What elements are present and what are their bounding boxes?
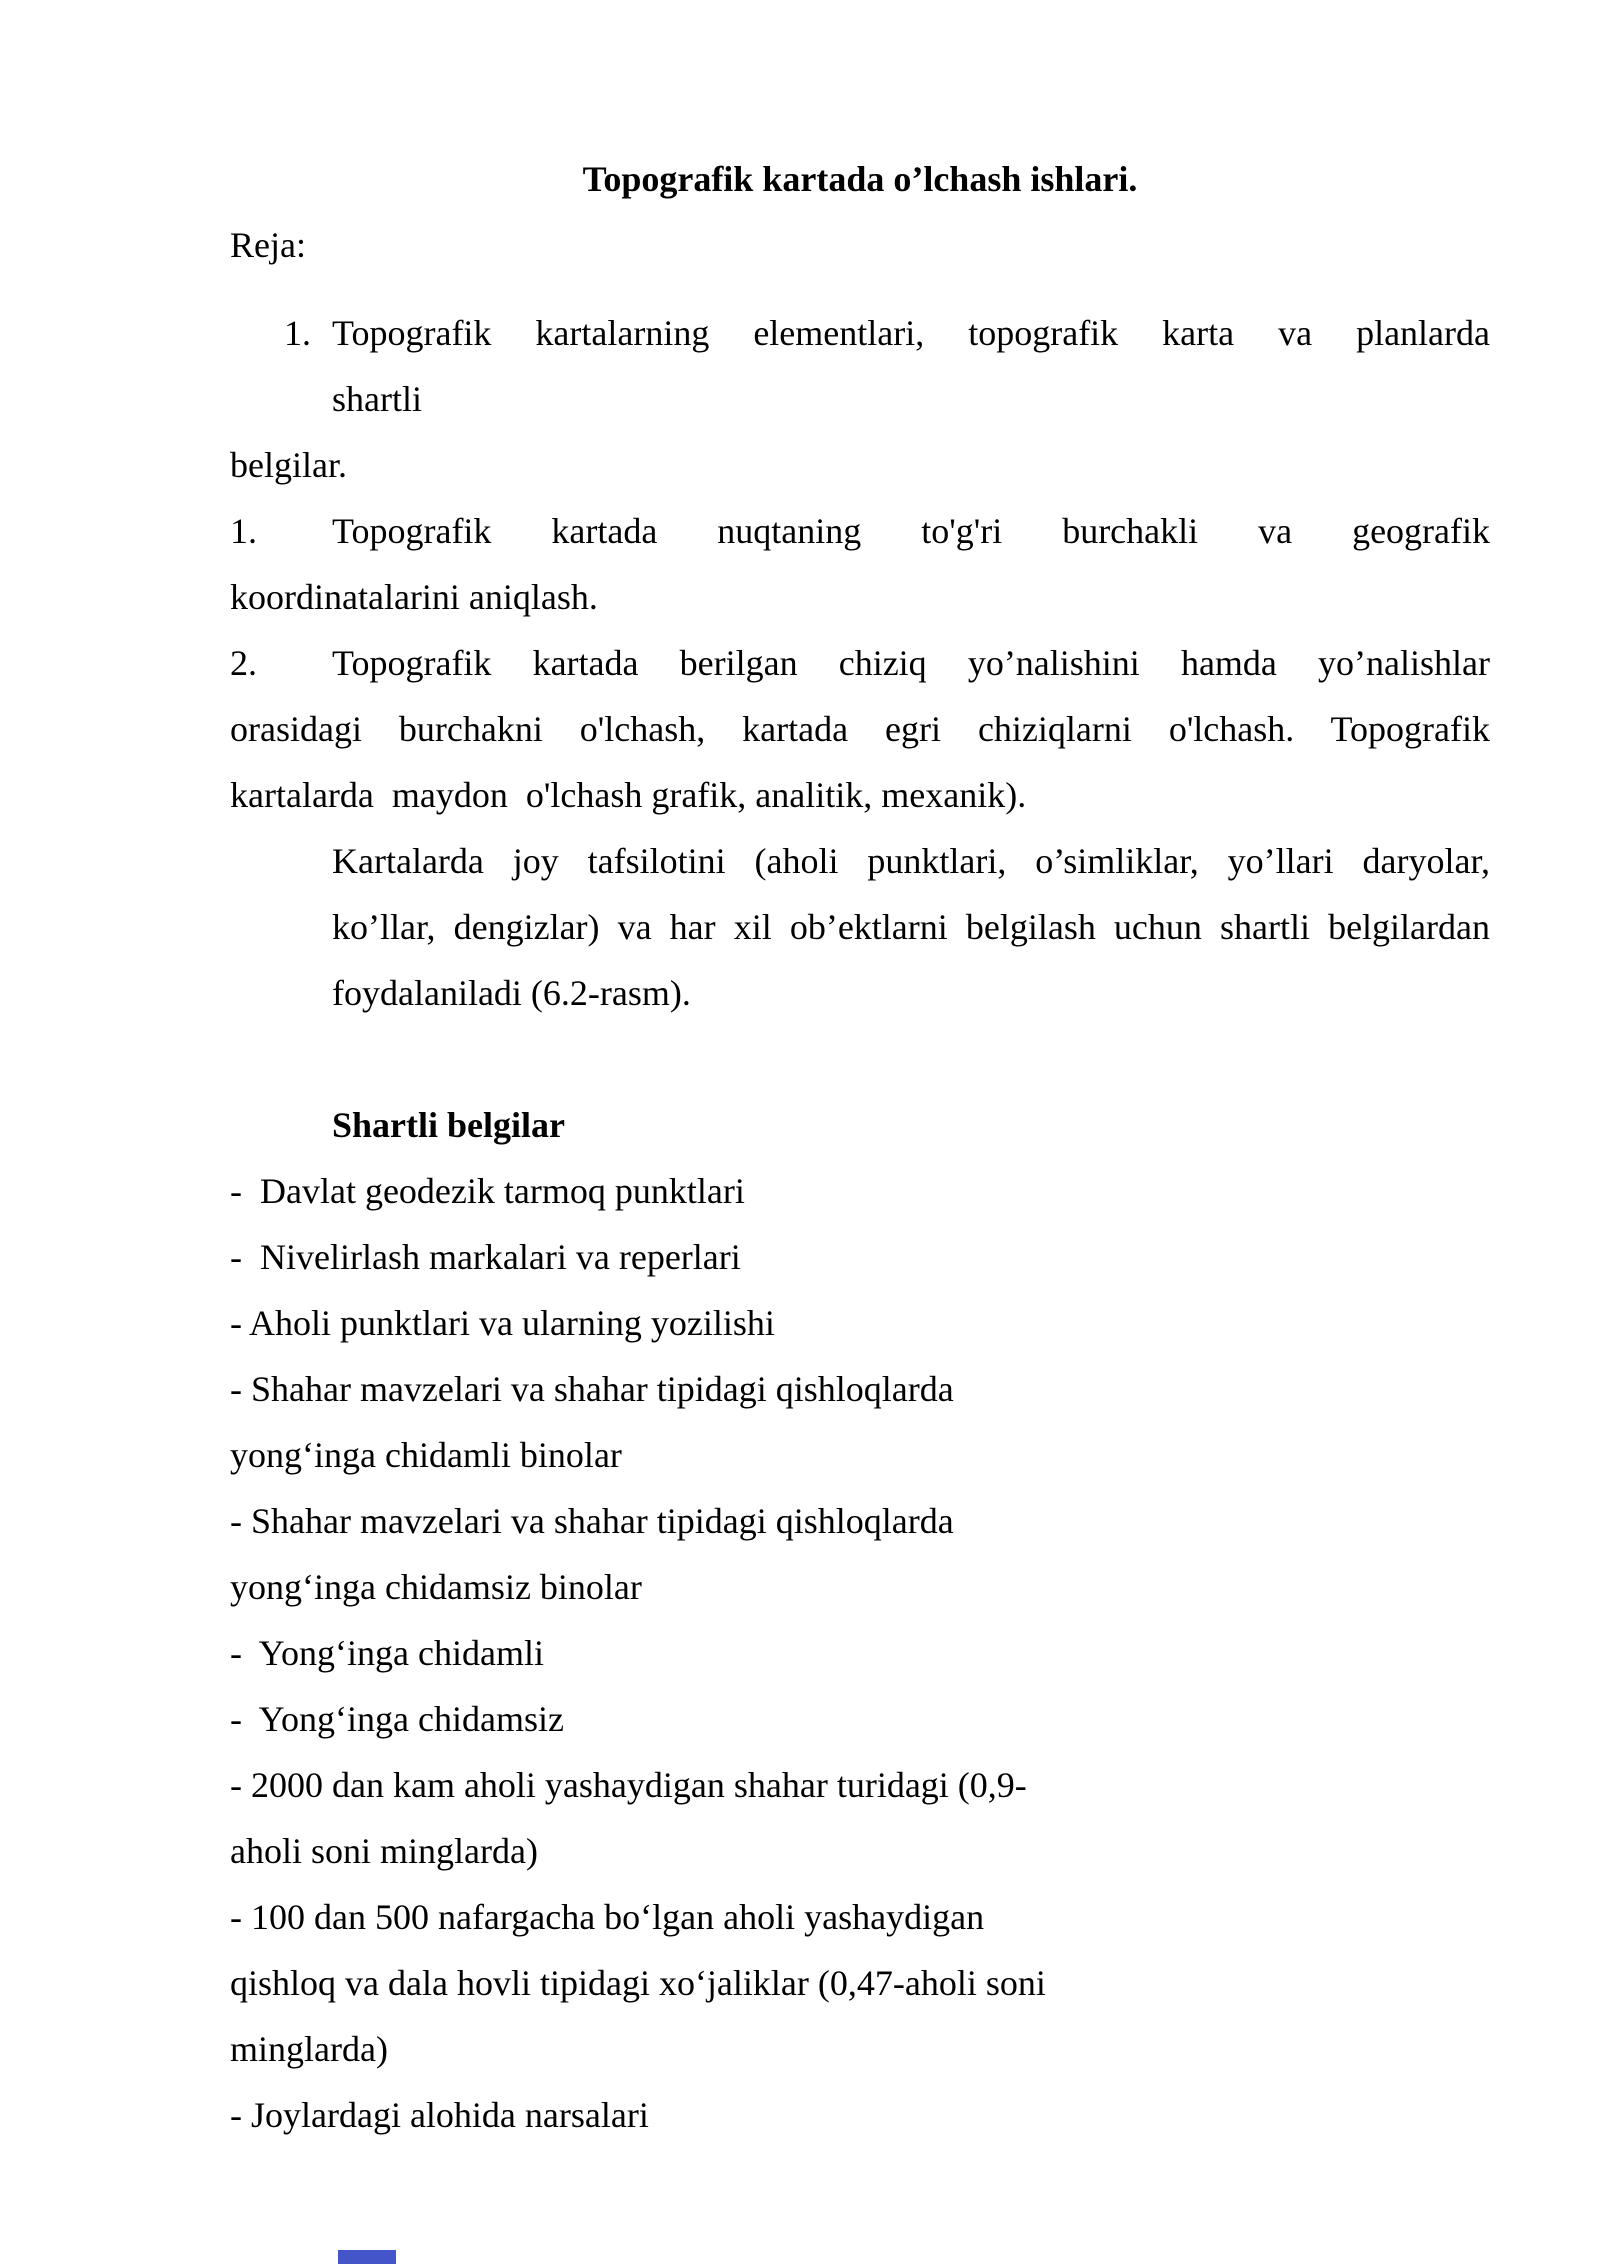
legend-line-chidamsiz-binolar: yong‘inga chidamsiz binolar	[230, 1567, 642, 1607]
list-item-1-line-3: belgilar.	[230, 445, 347, 485]
legend-line-qishloq-dala-hovli: qishloq va dala hovli tipidagi xo‘jaliklar (0,47-aholi soni	[230, 1963, 1046, 2003]
section-heading: Shartli belgilar	[332, 1105, 565, 1145]
legend-line-shahar-mavzelari-2: - Shahar mavzelari va shahar tipidagi qishloqlarda	[230, 1501, 954, 1541]
paragraph-3-line-1: Kartalarda joy tafsilotini (aholi punktlari, o’simliklar, yo’llari daryolar,	[332, 841, 1490, 881]
legend-line-2000-dan-kam: - 2000 dan kam aholi yashaydigan shahar turidagi (0,9-	[230, 1765, 1027, 1805]
paragraph-2-line-1: Topografik kartada berilgan chiziq yo’nalishini hamda yo’nalishlar	[332, 643, 1490, 683]
paragraph-1	[230, 498, 1490, 564]
paragraph-2-line-3: kartalarda maydon o'lchash grafik, analitik, mexanik).	[230, 775, 1027, 815]
legend-line-yonginga-chidamli: - Yong‘inga chidamli	[230, 1633, 544, 1673]
paragraph-1-line-2: koordinatalarini aniqlash.	[230, 577, 598, 617]
list-item-1-number: 1.	[284, 313, 311, 353]
legend-line-nivelirlash: - Nivelirlash markalari va reperlari	[230, 1237, 741, 1277]
legend-line-minglarda: minglarda)	[230, 2029, 388, 2069]
paragraph-1-number: 1.	[230, 511, 257, 551]
numbered-list-item-1	[284, 300, 1490, 366]
legend-line-shahar-mavzelari-1: - Shahar mavzelari va shahar tipidagi qishloqlarda	[230, 1369, 954, 1409]
list-item-1-line-1: Topografik kartalarning elementlari, topografik karta va planlarda	[332, 313, 1490, 353]
legend-line-chidamli-binolar: yong‘inga chidamli binolar	[230, 1435, 622, 1475]
paragraph-1-line-1: Topografik kartada nuqtaning to'g'ri burchakli va geografik	[332, 511, 1490, 551]
paragraph-3-line-2: ko’llar, dengizlar) va har xil ob’ektlarni belgilash uchun shartli belgilardan	[332, 907, 1490, 947]
legend-line-geodezik-punktlari: - Davlat geodezik tarmoq punktlari	[230, 1171, 745, 1211]
legend-line-100-dan-500: - 100 dan 500 nafargacha bo‘lgan aholi yashaydigan	[230, 1897, 985, 1937]
reja-label: Reja:	[230, 225, 306, 265]
paragraph-2-line-2: orasidagi burchakni o'lchash, kartada egri chiziqlarni o'lchash. Topografik	[230, 709, 1490, 749]
list-item-1-line-2: shartli	[332, 379, 422, 419]
legend-line-aholi-punktlari: - Aholi punktlari va ularning yozilishi	[230, 1303, 775, 1343]
legend-line-aholi-soni-minglarda: aholi soni minglarda)	[230, 1831, 538, 1871]
paragraph-2	[230, 630, 1490, 696]
paragraph-3-line-3: foydalaniladi (6.2-rasm).	[332, 973, 691, 1013]
legend-line-joylardagi-narsalari: - Joylardagi alohida narsalari	[230, 2095, 649, 2135]
blank-line	[230, 1026, 1490, 1092]
legend-line-yonginga-chidamsiz: - Yong‘inga chidamsiz	[230, 1699, 564, 1739]
paragraph-2-number: 2.	[230, 643, 257, 683]
document-title: Topografik kartada o’lchash ishlari.	[582, 159, 1138, 199]
